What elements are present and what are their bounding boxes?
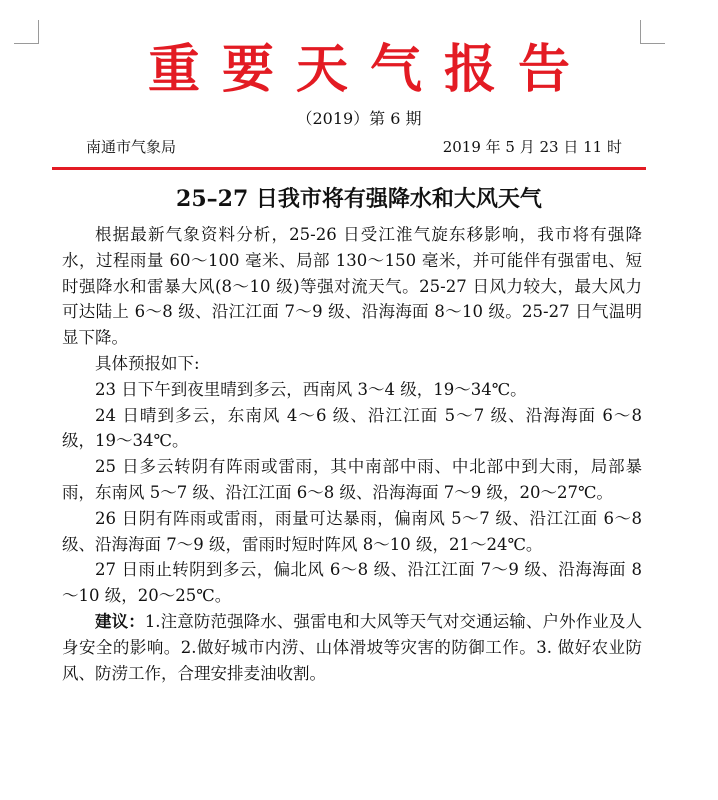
paragraph-forecast-intro: 具体预报如下: bbox=[95, 353, 200, 373]
paragraph-day-23: 23 日下午到夜里晴到多云，西南风 3～4 级，19～34℃。 bbox=[95, 379, 527, 399]
paragraph-overview: 根据最新气象资料分析，25-26 日受江淮气旋东移影响，我市将有强降水，过程雨量 60～100 毫米、局部 130～150 毫米，并可能伴有强雷电、短时强降水和雷暴大风(8～10 级)等强对流天气。25-27 日风力较大，最大风力可达陆上 6～8 级、沿江江面 7～9 级、沿海海面 8～10 级。25-27 日气温明显下降。 bbox=[62, 225, 642, 348]
masthead-title: 重要天气报告 bbox=[147, 39, 592, 100]
article-headline: 25–27 日我市将有强降水和大风天气 bbox=[176, 186, 542, 212]
issuing-agency: 南通市气象局 bbox=[86, 138, 177, 156]
advice-text: 1.注意防范强降水、强雷电和大风等天气对交通运输、户外作业及人身安全的影响。2.做好城市内涝、山体滑坡等灾害的防御工作。3. 做好农业防风、防涝工作，合理安排麦油收割。 bbox=[62, 611, 643, 683]
paragraph-advice bbox=[62, 609, 642, 686]
advice-label: 建议： bbox=[95, 611, 145, 631]
paragraph-day-26: 26 日阴有阵雨或雷雨，雨量可达暴雨，偏南风 5～7 级、沿江江面 6～8 级、沿海海面 7～9 级，雷雨时短时阵风 8～10 级，21～24℃。 bbox=[62, 508, 642, 554]
issue-number: （2019）第 6 期 bbox=[296, 109, 422, 128]
article-body bbox=[62, 222, 642, 686]
issue-date: 2019 年 5 月 23 日 11 时 bbox=[442, 138, 622, 156]
paragraph-day-24: 24 日晴到多云，东南风 4～6 级、沿江江面 5～7 级、沿海海面 6～8 级，19～34℃。 bbox=[62, 405, 642, 451]
header-divider bbox=[52, 167, 646, 170]
paragraph-day-27: 27 日雨止转阴到多云，偏北风 6～8 级、沿江江面 7～9 级、沿海海面 8～10 级，20～25℃。 bbox=[62, 560, 642, 606]
paragraph-day-25: 25 日多云转阴有阵雨或雷雨，其中南部中雨、中北部中到大雨，局部暴雨，东南风 5～7 级、沿江江面 6～8 级、沿海海面 7～9 级，20～27℃。 bbox=[62, 457, 642, 502]
